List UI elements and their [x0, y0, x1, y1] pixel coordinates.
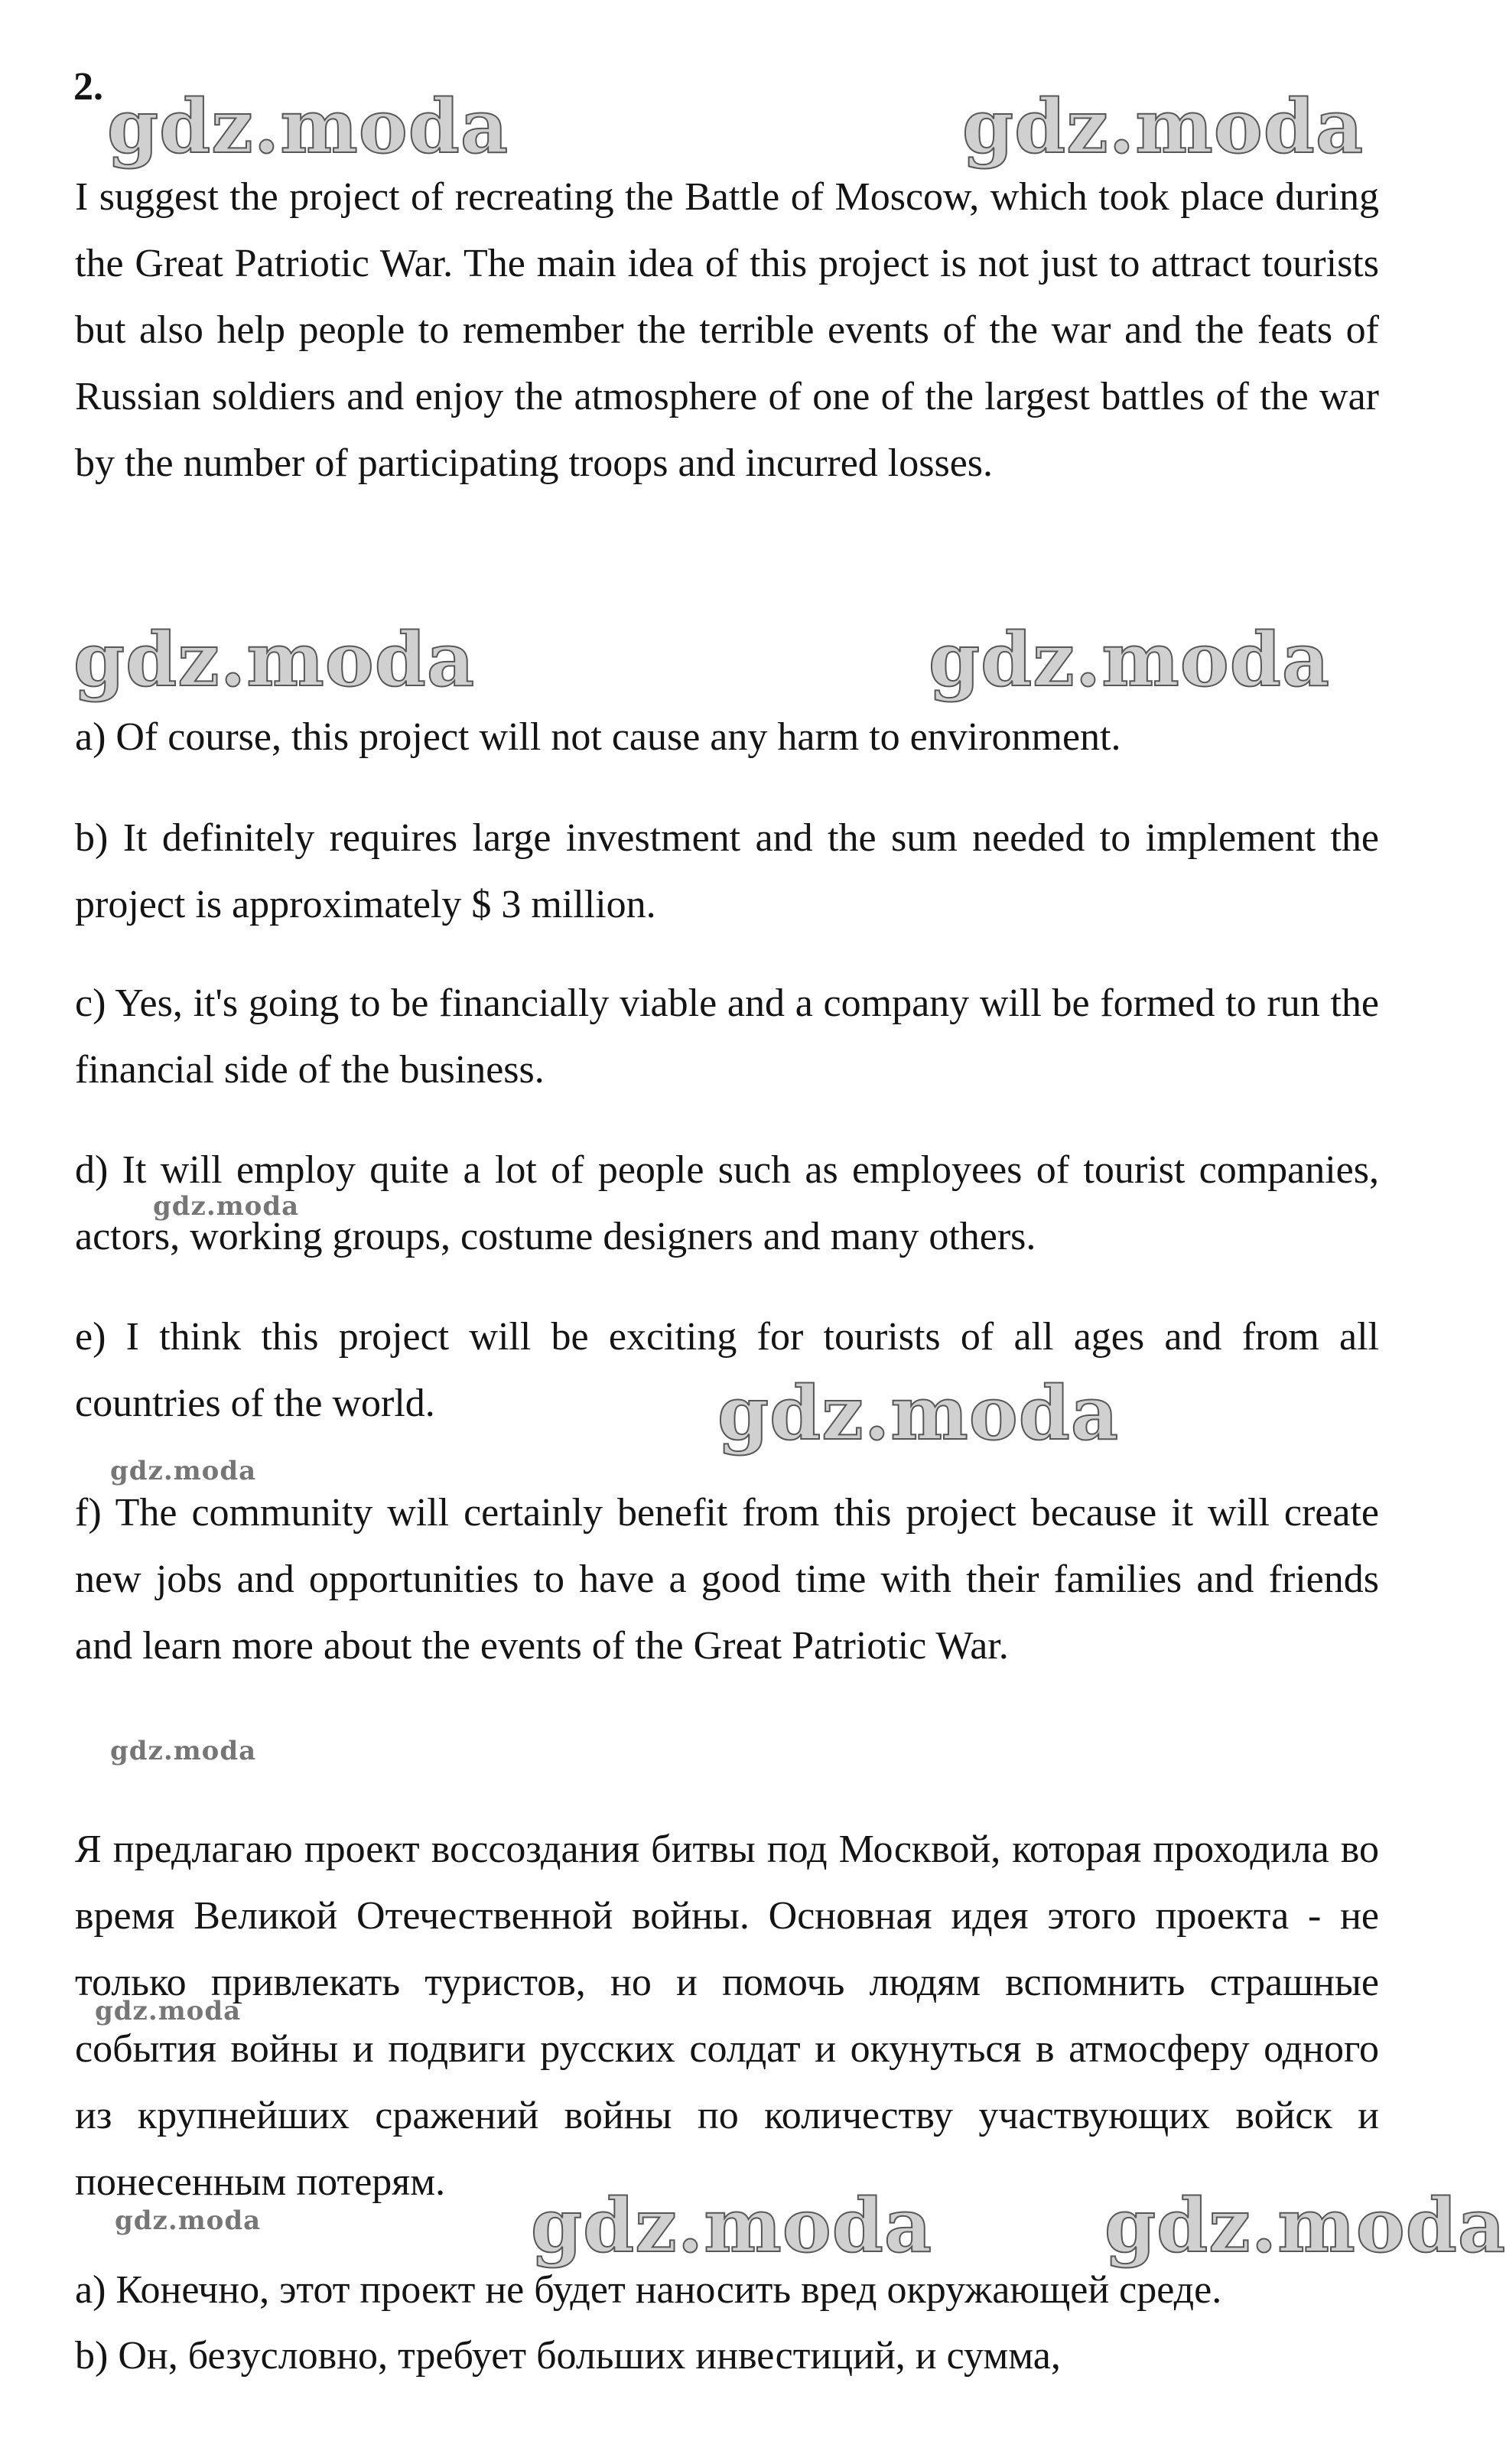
watermark: gdz.moda	[1104, 2182, 1506, 2269]
english-answer-f: f) The community will certainly benefit from this project because it will create new jobs and opportunities to have a good time with their families and friends and learn more about the events of the Great Patriotic War.	[75, 1491, 1379, 1668]
watermark: gdz.moda	[153, 1191, 300, 1222]
english-answer-c: c) Yes, it's going to be financially viable and a company will be formed to run the financial side of the business.	[75, 981, 1379, 1092]
watermark: gdz.moda	[929, 617, 1331, 703]
watermark: gdz.moda	[73, 617, 476, 703]
watermark: gdz.moda	[962, 83, 1365, 170]
english-intro-paragraph: I suggest the project of recreating the Battle of Moscow, which took place during the Great Patriotic War. The main idea of this project is not just to attract tourists but also help people to remember the terrible events of the war and the feats of Russian soldiers and enjoy the atmosphere of one of the largest battles of the war by the number of participating troops and incurred losses.	[75, 175, 1379, 485]
task-number: 2.	[73, 65, 103, 109]
watermark: gdz.moda	[717, 1370, 1120, 1457]
russian-answer-b: b) Он, безусловно, требует больших инвестиций, и сумма,	[75, 2334, 1061, 2378]
watermark: gdz.moda	[95, 1996, 242, 2026]
watermark: gdz.moda	[110, 1456, 257, 1486]
english-answer-a: a) Of course, this project will not cause any harm to environment.	[75, 715, 1121, 759]
watermark: gdz.moda	[107, 83, 509, 170]
english-answer-e: e) I think this project will be exciting for tourists of all ages and from all countries of the world.	[75, 1315, 1379, 1425]
watermark: gdz.moda	[110, 1736, 257, 1766]
english-answer-d: d) It will employ quite a lot of people such as employees of tourist companies, actors, working groups, costume designers and many others.	[75, 1148, 1379, 1258]
english-answer-b: b) It definitely requires large investment and the sum needed to implement the project is approximately $ 3 million.	[75, 816, 1379, 926]
russian-answer-a: a) Конечно, этот проект не будет наносить вред окружающей среде.	[75, 2268, 1222, 2312]
watermark: gdz.moda	[531, 2182, 933, 2269]
russian-intro-paragraph: Я предлагаю проект воссоздания битвы под Москвой, которая проходила во время Великой Отечественной войны. Основная идея этого проекта - не только привлекать туристов, но и помочь людям вспомнить страшные события войны и подвиги русских солдат и окунуться в атмосферу одного из крупнейших сражений войны по количеству участвующих войск и понесенным потерям.	[75, 1828, 1379, 2204]
watermark: gdz.moda	[115, 2205, 262, 2236]
